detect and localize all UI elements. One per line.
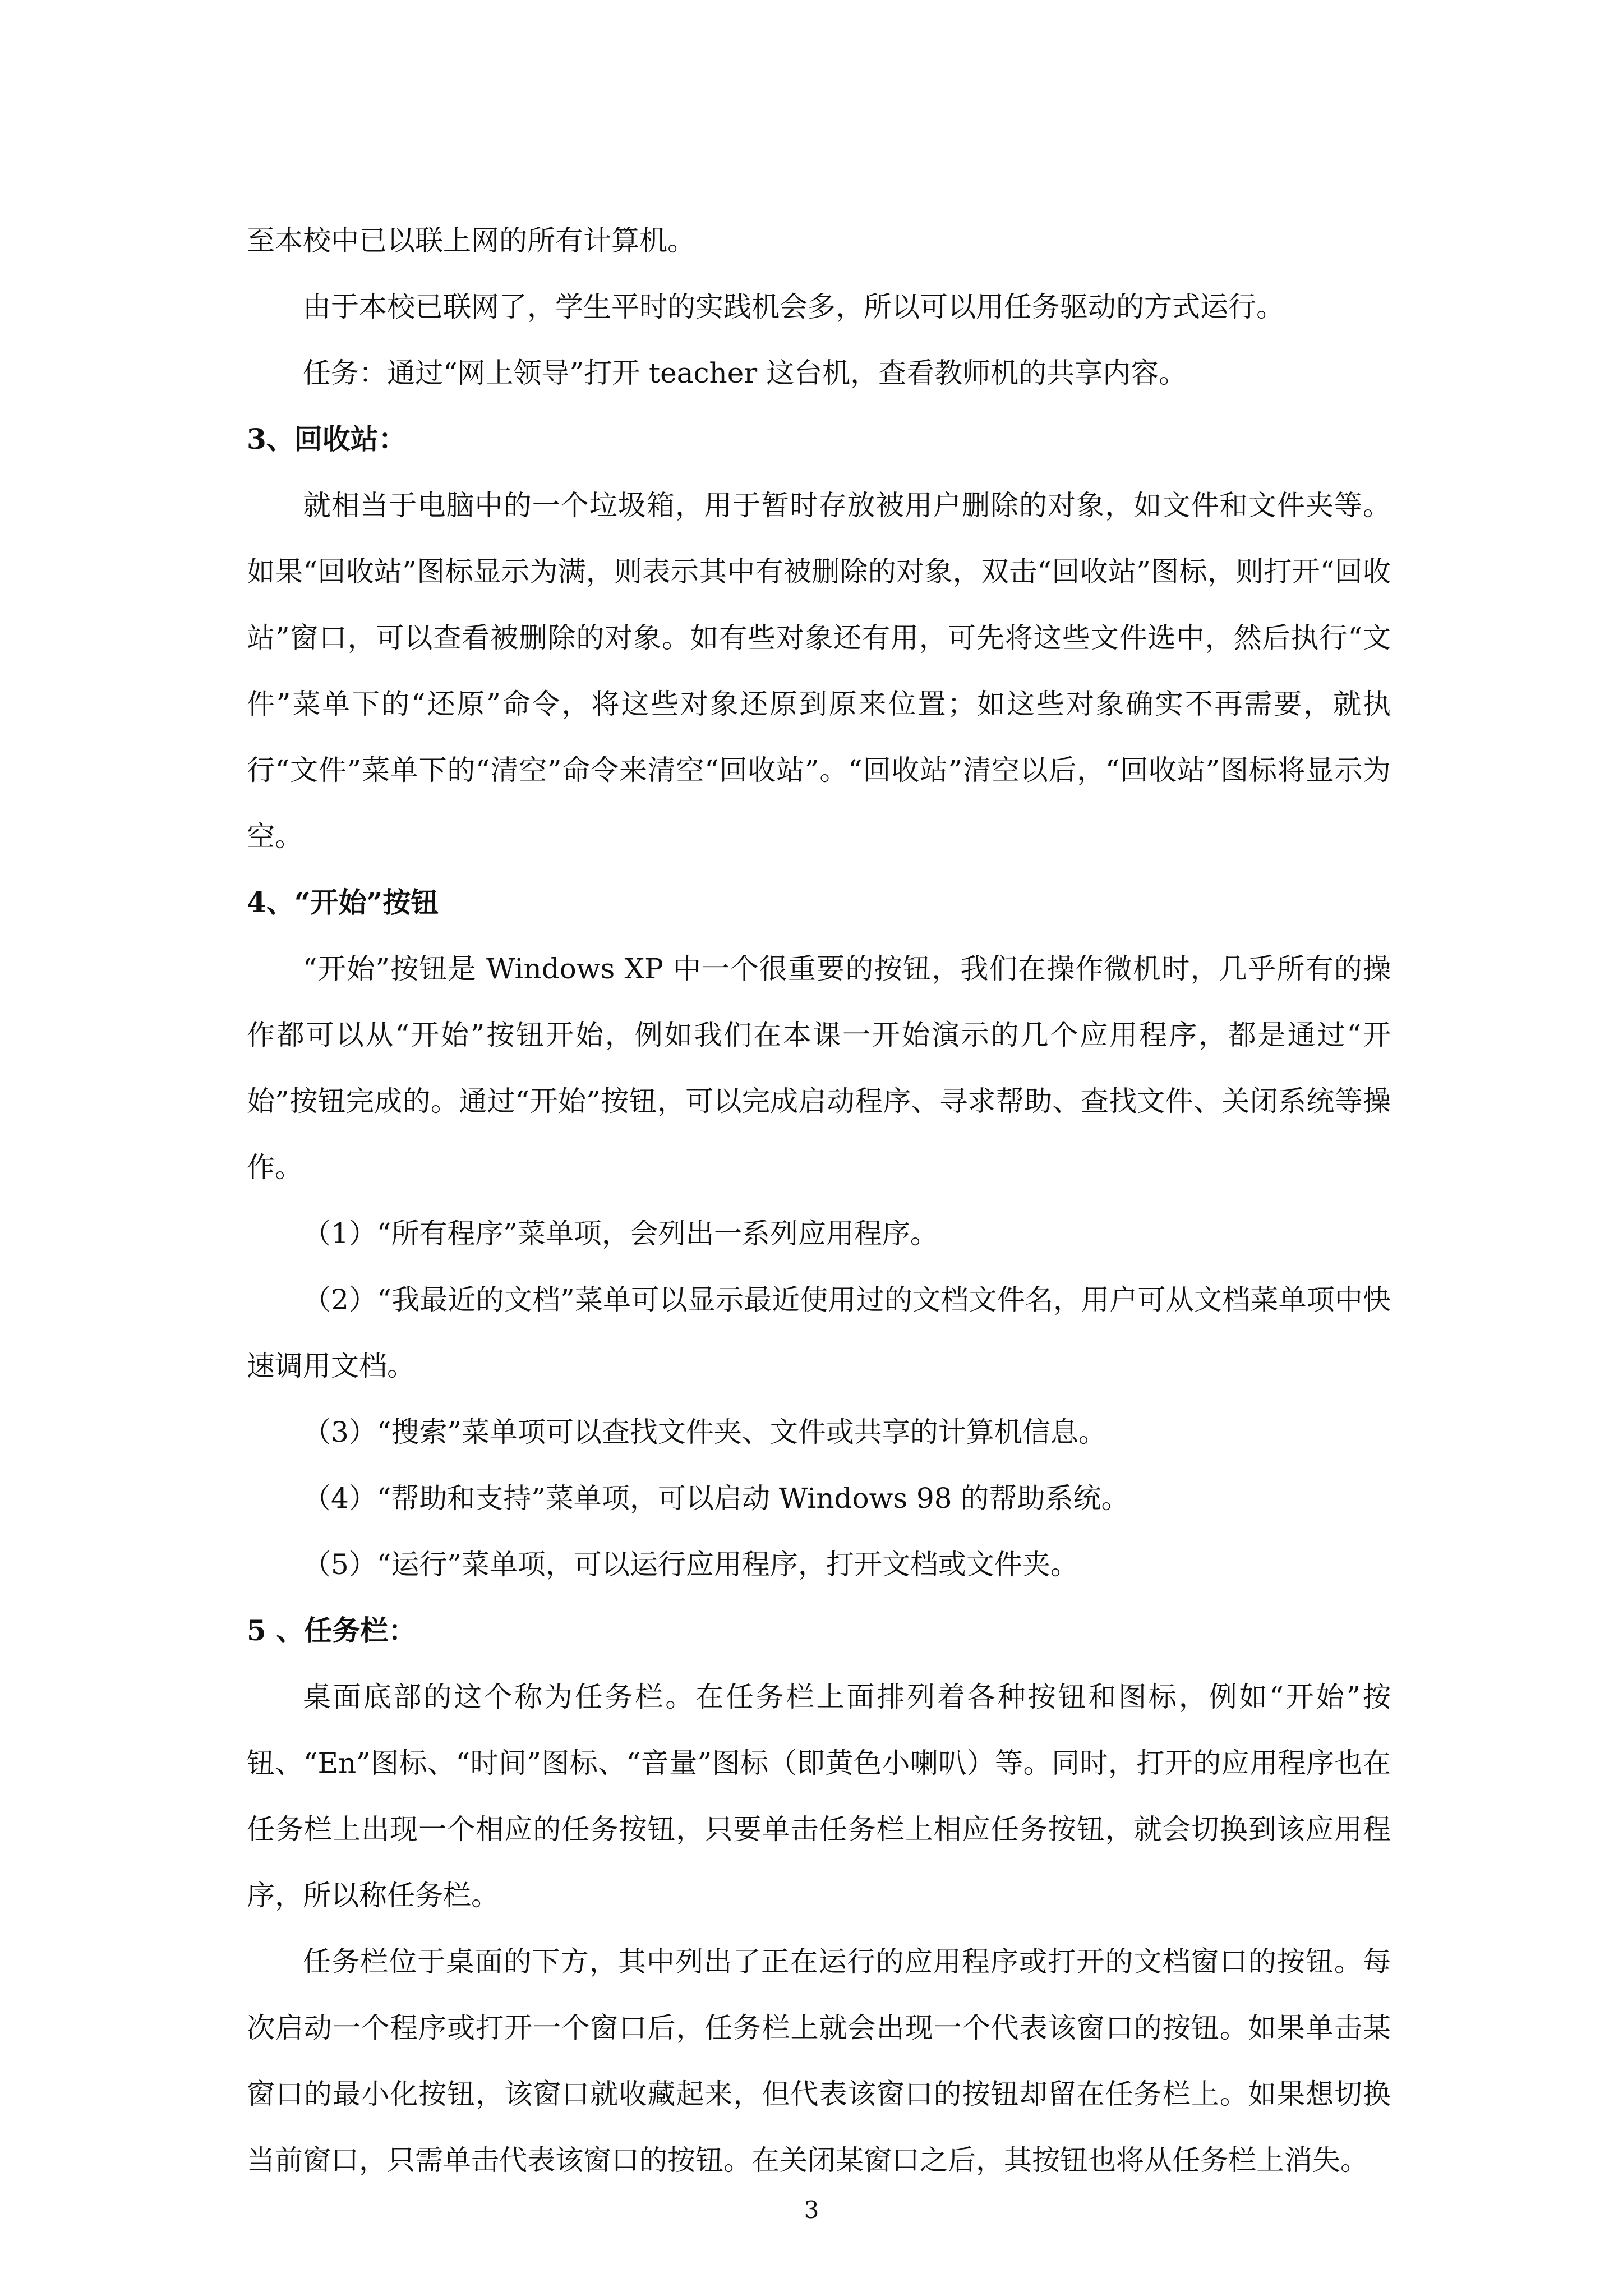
paragraph: 至本校中已以联上网的所有计算机。 (247, 224, 695, 257)
list-item: （3）“搜索”菜单项可以查找文件夹、文件或共享的计算机信息。 (303, 1416, 1106, 1448)
section-heading: 3、回收站： (247, 422, 407, 455)
list-item: （1）“所有程序”菜单项，会列出一系列应用程序。 (303, 1217, 938, 1250)
paragraph: 任务栏位于桌面的下方，其中列出了正在运行的应用程序或打开的文档窗口的按钮。每次启动一个程序或打开一个窗口后，任务栏上就会出现一个代表该窗口的按钮。如果单击某窗口的最小化按钮，该窗口就收藏起来，但代表该窗口的按钮却留在任务栏上。如果想切换当前窗口，只需单击代表该窗口的按钮。在关闭某窗口之后，其按钮也将从任务栏上消失。 (247, 1945, 1391, 2177)
page-number: 3 (804, 2196, 819, 2224)
paragraph: 就相当于电脑中的一个垃圾箱，用于暂时存放被用户删除的对象，如文件和文件夹等。如果“回收站”图标显示为满，则表示其中有被删除的对象，双击“回收站”图标，则打开“回收站”窗口，可以查看被删除的对象。如有些对象还有用，可先将这些文件选中，然后执行“文件”菜单下的“还原”命令，将这些对象还原到原来位置；如这些对象确实不再需要，就执行“文件”菜单下的“清空”命令来清空“回收站”。“回收站”清空以后，“回收站”图标将显示为空。 (247, 489, 1391, 853)
list-item: （4）“帮助和支持”菜单项，可以启动 Windows 98 的帮助系统。 (303, 1482, 1129, 1515)
section-heading: 4、“开始”按钮 (247, 886, 439, 919)
paragraph: 由于本校已联网了，学生平时的实践机会多，所以可以用任务驱动的方式运行。 (303, 291, 1284, 323)
paragraph: 桌面底部的这个称为任务栏。在任务栏上面排列着各种按钮和图标，例如“开始”按钮、“En”图标、“时间”图标、“音量”图标（即黄色小喇叭）等。同时，打开的应用程序也在任务栏上出现一个相应的任务按钮，只要单击任务栏上相应任务按钮，就会切换到该应用程序，所以称任务栏。 (247, 1681, 1391, 1912)
page-body (247, 208, 1391, 2193)
paragraph: “开始”按钮是 Windows XP 中一个很重要的按钮，我们在操作微机时，几乎所有的操作都可以从“开始”按钮开始，例如我们在本课一开始演示的几个应用程序，都是通过“开始”按钮完成的。通过“开始”按钮，可以完成启动程序、寻求帮助、查找文件、关闭系统等操作。 (247, 953, 1391, 1184)
list-item: （2）“我最近的文档”菜单可以显示最近使用过的文档文件名，用户可从文档菜单项中快速调用文档。 (247, 1283, 1391, 1382)
list-item: （5）“运行”菜单项，可以运行应用程序，打开文档或文件夹。 (303, 1548, 1078, 1581)
section-heading: 5 、任务栏： (247, 1614, 417, 1647)
paragraph: 任务：通过“网上领导”打开 teacher 这台机，查看教师机的共享内容。 (303, 357, 1187, 389)
